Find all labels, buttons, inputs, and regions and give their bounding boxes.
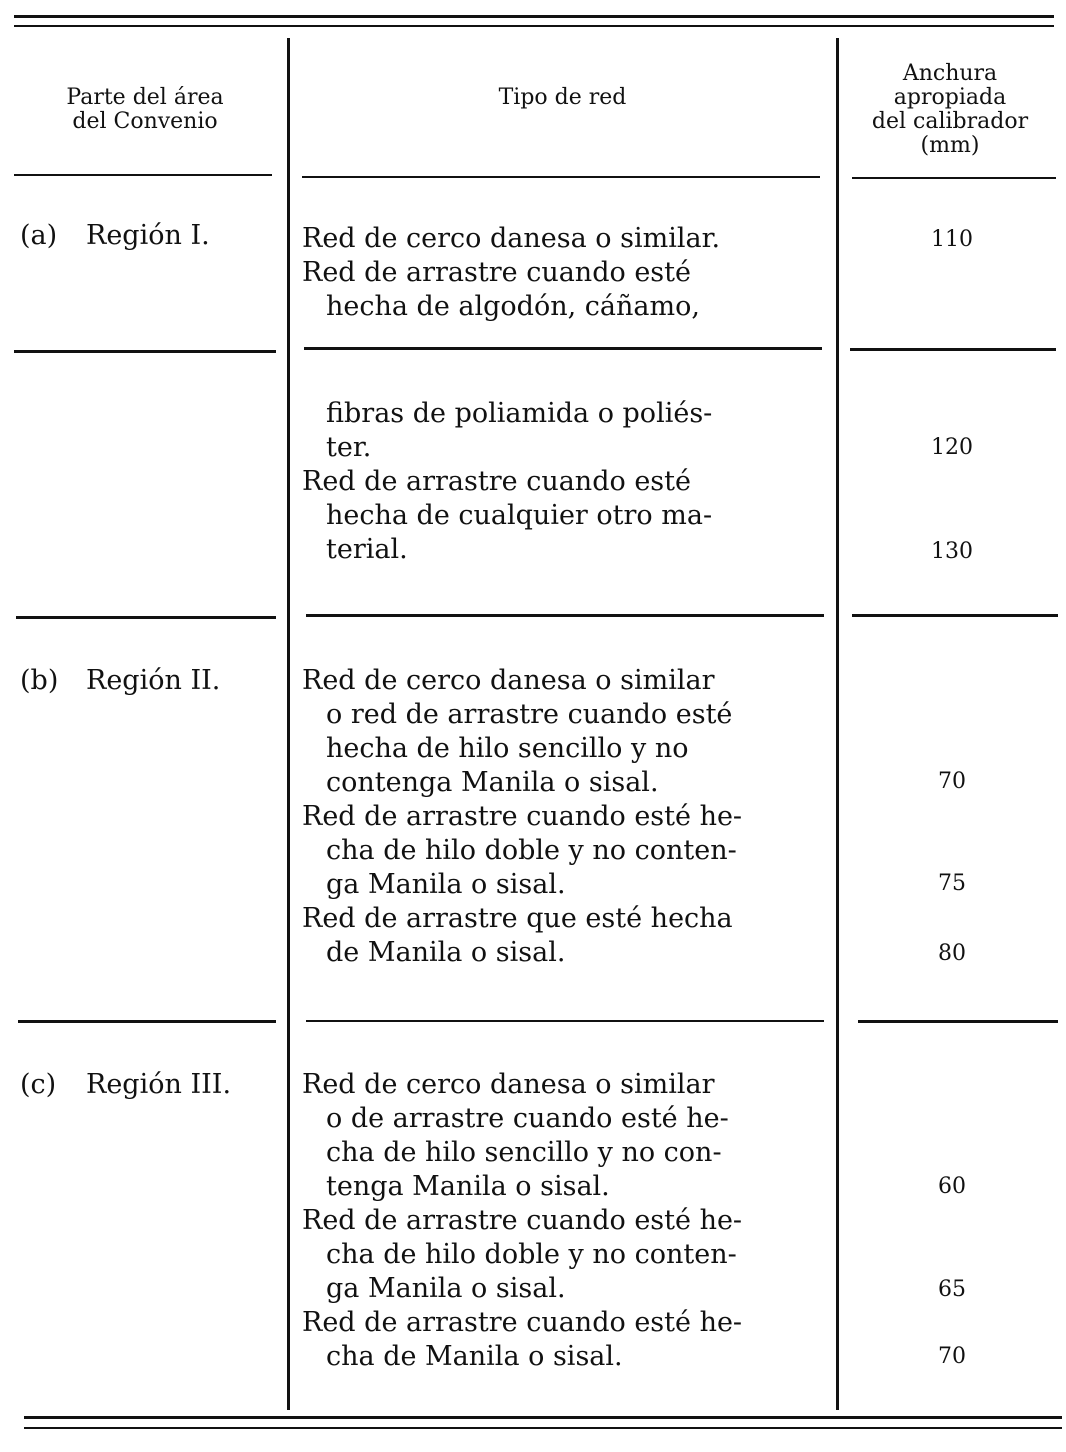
- net-line: cha de hilo doble y no conten-: [326, 1239, 737, 1270]
- width-value: 75: [938, 871, 966, 896]
- header-width-line: Anchura: [902, 61, 998, 86]
- region-name: Región III.: [86, 1069, 232, 1100]
- row-separator: [852, 614, 1058, 617]
- region-c: [20, 1068, 231, 1102]
- net-line: Red de arrastre cuando esté: [302, 257, 691, 288]
- row-separator: [18, 1020, 276, 1023]
- net-line: terial.: [326, 534, 408, 565]
- net-line: Red de arrastre que esté hecha: [302, 903, 733, 934]
- net-line: Red de arrastre cuando esté he-: [302, 801, 743, 832]
- column-divider-left: [287, 38, 290, 1410]
- region-name: Región II.: [86, 665, 221, 696]
- row-separator: [850, 348, 1056, 351]
- bottom-rule: [24, 1416, 1062, 1419]
- bottom-rule-inner: [24, 1427, 1062, 1429]
- region-letter: (a): [20, 220, 58, 251]
- row-separator: [858, 1020, 1058, 1023]
- row-separator: [16, 616, 276, 619]
- width-value: 65: [938, 1277, 966, 1302]
- width-value: 120: [931, 435, 973, 460]
- net-line: Red de arrastre cuando esté he-: [302, 1307, 743, 1338]
- header-area: [20, 86, 270, 134]
- header-area-line: del Convenio: [72, 109, 218, 134]
- region-letter: (c): [20, 1069, 57, 1100]
- header-separator: [852, 177, 1056, 179]
- top-rule-inner: [14, 25, 1054, 27]
- net-line: Red de arrastre cuando esté he-: [302, 1205, 743, 1236]
- net-line: o de arrastre cuando esté he-: [326, 1103, 729, 1134]
- header-area-line: Parte del área: [66, 85, 224, 110]
- net-line: hecha de cualquier otro ma-: [326, 500, 713, 531]
- width-value: 130: [931, 539, 973, 564]
- net-line: cha de hilo doble y no conten-: [326, 835, 737, 866]
- net-line: Red de cerco danesa o similar: [302, 665, 715, 696]
- width-value: 70: [938, 769, 966, 794]
- top-rule: [14, 15, 1054, 18]
- net-line: fibras de poliamida o poliés-: [326, 398, 713, 429]
- net-line: hecha de algodón, cáñamo,: [326, 291, 700, 322]
- net-line: tenga Manila o sisal.: [326, 1171, 610, 1202]
- region-name: Región I.: [86, 220, 210, 251]
- net-line: Red de arrastre cuando esté: [302, 466, 691, 497]
- header-separator: [302, 176, 820, 178]
- net-line: contenga Manila o sisal.: [326, 767, 659, 798]
- header-width-line: (mm): [920, 133, 980, 158]
- row-separator: [304, 347, 822, 350]
- header-net-type: Tipo de red: [498, 85, 627, 110]
- row-separator: [14, 350, 276, 353]
- header-width: [845, 62, 1055, 158]
- net-line: ga Manila o sisal.: [326, 1273, 566, 1304]
- width-value: 80: [938, 941, 966, 966]
- region-b: [20, 664, 220, 698]
- header-width-line: del calibrador: [871, 109, 1029, 134]
- width-value: 110: [931, 227, 973, 252]
- region-letter: (b): [20, 665, 59, 696]
- net-line: o red de arrastre cuando esté: [326, 699, 733, 730]
- net-line: de Manila o sisal.: [326, 937, 566, 968]
- column-divider-right: [836, 38, 839, 1410]
- net-line: Red de cerco danesa o similar: [302, 1069, 715, 1100]
- net-line: cha de Manila o sisal.: [326, 1341, 623, 1372]
- net-line: ga Manila o sisal.: [326, 869, 566, 900]
- row-separator: [306, 614, 824, 617]
- width-value: 70: [938, 1344, 966, 1369]
- net-line: cha de hilo sencillo y no con-: [326, 1137, 722, 1168]
- net-line: Red de cerco danesa o similar.: [302, 223, 721, 254]
- net-line: hecha de hilo sencillo y no: [326, 733, 689, 764]
- width-value: 60: [938, 1174, 966, 1199]
- row-separator: [306, 1020, 824, 1022]
- net-line: ter.: [326, 432, 372, 463]
- header-separator: [14, 174, 272, 176]
- region-a: [20, 219, 210, 253]
- header-width-line: apropiada: [893, 85, 1007, 110]
